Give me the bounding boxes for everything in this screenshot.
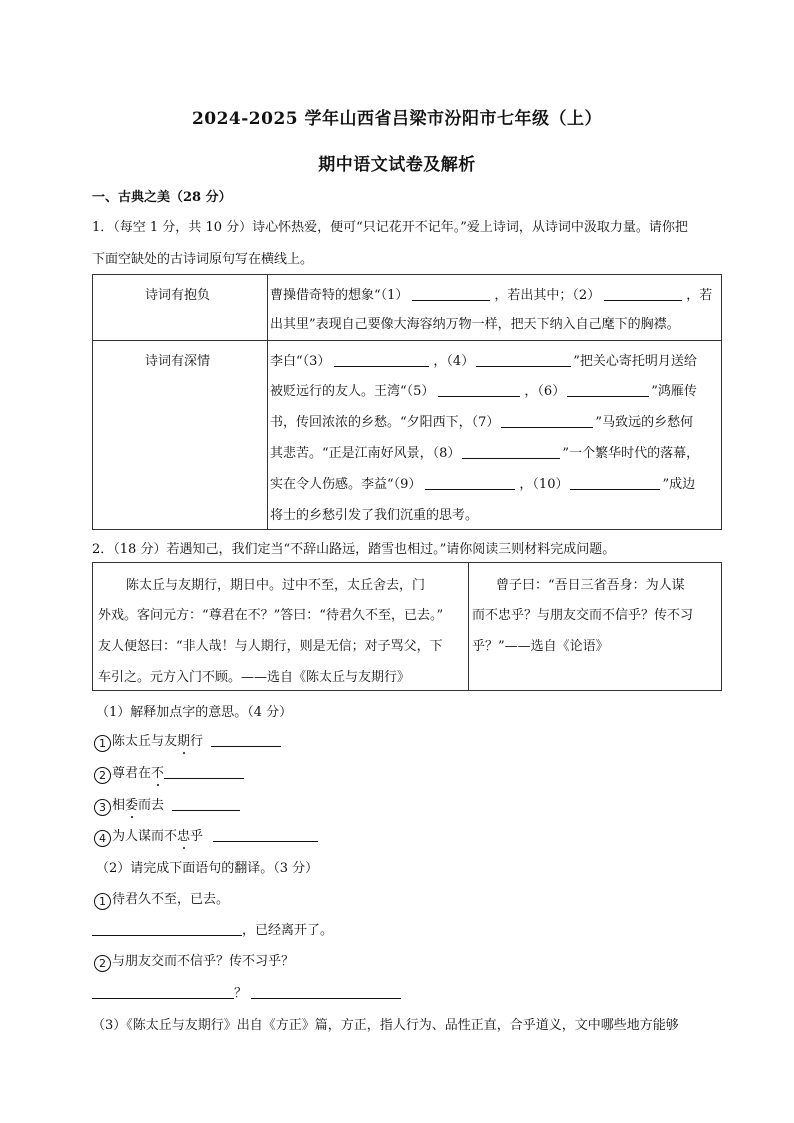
row-label-ambition: 诗词有抱负 [145,288,211,303]
affection-text: 书，传回浓浓的乡愁。“夕阳西下，（7） [270,415,500,430]
ambition-line-2: 出其里”表现自己要像大海容纳万物一样，把天下纳入自己麾下的胸襟。 [270,317,680,332]
affection-line-6: 将士的乡愁引发了我们沉重的思考。 [270,508,479,523]
blank-6[interactable] [567,383,649,397]
blank-3[interactable] [334,353,429,367]
row-label-affection: 诗词有深情 [145,354,211,369]
affection-text: 被贬远行的友人。王湾“（5） [270,384,435,399]
answer-blank[interactable] [211,733,281,747]
answer-blank[interactable] [164,765,244,779]
material-left-line-2: 外戏。客问元方：“尊君在不？”答曰：“待君久不至，已去。” [98,608,444,623]
circled-number: 1 [94,893,111,910]
sub-question-3: （3）《陈太丘与友期行》出自《方正》篇，方正，指人行为、品性正直，合乎道义，文中哪些地方能够 [92,1018,679,1033]
ambition-line-1 [270,284,712,303]
question-1-text: 1．（每空 1 分，共 10 分）诗心怀热爱，便可“只记花开不记年。”爱上诗词，从诗词中汲取力量。请你把 [92,220,688,235]
page-subtitle: 期中语文试卷及解析 [318,155,476,175]
translate-answer-2 [92,982,401,1001]
word-item-1 [94,730,281,752]
material-left-line-4: 车引之。元方入门不顾。——选自《陈太丘与友期行》 [98,670,411,685]
affection-line-3 [270,411,693,430]
sub-question-1: （1）解释加点字的意思。（4 分） [96,705,293,720]
answer-blank[interactable] [213,828,318,842]
affection-text: 实在令人伤感。李益“（9） [270,477,422,492]
question-1-text-cont: 下面空缺处的古诗词原句写在横线上。 [92,252,314,267]
answer-blank[interactable] [251,985,401,999]
blank-2[interactable] [604,287,682,301]
affection-line-1 [270,350,697,369]
circled-number: 3 [94,799,111,816]
material-right-line-3: 乎？”——选自《论语》 [472,639,609,654]
translate-answer-1 [92,919,333,938]
dotted-char: 不 [151,762,164,781]
affection-text: ，（10） [519,477,569,492]
item-text: 相 [112,798,126,813]
answer-blank[interactable] [172,797,240,811]
affection-text: ”把关心寄托明月送给 [573,354,697,369]
translate-hint: ？ [234,986,248,1001]
answer-blank[interactable] [92,922,242,936]
affection-text: ”一个繁华时代的落幕， [562,446,700,461]
translate-hint: ，已经离开了。 [242,923,334,938]
translate-source: 待君久不至，已去。 [112,892,230,907]
blank-8[interactable] [462,445,560,459]
word-item-2 [94,762,244,784]
item-text: 乎 [190,829,204,844]
affection-text: ”鸿雁传 [651,384,697,399]
item-text: 为人谋而不 [112,829,178,844]
sub-question-2: （2）请完成下面语句的翻译。（3 分） [96,861,319,876]
affection-line-5 [270,473,695,492]
affection-text: 其悲苦。“正是江南好风景，（8） [270,446,461,461]
blank-10[interactable] [570,476,660,490]
item-text: 陈太丘与友 [112,734,178,749]
circled-number: 2 [94,955,111,972]
circled-number: 4 [94,830,111,847]
item-text: 而去 [138,798,165,813]
ambition-text-a: 曹操借奇特的想象“（1） [270,288,409,303]
affection-text: ，（4） [433,354,475,369]
affection-text: ”成边 [662,477,696,492]
item-text: 尊君在 [112,766,152,781]
material-right-line-2: 而不忠乎？与朋友交而不信乎？传不习 [472,608,694,623]
dotted-char: 期 [177,730,190,749]
word-item-3 [94,794,240,816]
blank-4[interactable] [476,353,571,367]
dotted-char: 忠 [177,825,190,844]
affection-text: 李白“（3） [270,354,331,369]
circled-number: 2 [94,767,111,784]
translate-item-1 [94,888,229,910]
material-left-line-3: 友人便怒曰：“非人哉！与人期行，则是无信；对子骂父，下 [98,639,443,654]
affection-text: ”马致远的乡愁何 [595,415,694,430]
word-item-4 [94,825,318,847]
translate-item-2 [94,950,294,972]
page-title: 2024-2025 学年山西省吕梁市汾阳市七年级（上） [191,109,603,129]
circled-number: 1 [94,735,111,752]
affection-line-2 [270,380,697,399]
ambition-text-c: ，若 [686,288,713,303]
ambition-text-b: ，若出其中；（2） [494,288,601,303]
affection-text: ，（6） [524,384,566,399]
dotted-char: 委 [125,794,138,813]
section-heading: 一、古典之美（28 分） [92,190,232,205]
blank-9[interactable] [425,476,515,490]
material-right-line-1: 曾子曰：“吾日三省吾身：为人谋 [496,578,685,593]
blank-1[interactable] [412,287,490,301]
material-left-line-1: 陈太丘与友期行，期日中。过中不至，太丘舍去，门 [126,578,426,593]
item-text: 行 [190,734,204,749]
blank-5[interactable] [438,383,520,397]
translate-source: 与朋友交而不信乎？传不习乎？ [112,954,295,969]
answer-blank[interactable] [92,985,234,999]
question-2-text: 2．（18 分）若遇知己，我们定当“不辞山路远，踏雪也相过。”请你阅读三则材料完成问题。 [92,542,616,557]
affection-line-4 [270,442,699,461]
blank-7[interactable] [501,414,593,428]
